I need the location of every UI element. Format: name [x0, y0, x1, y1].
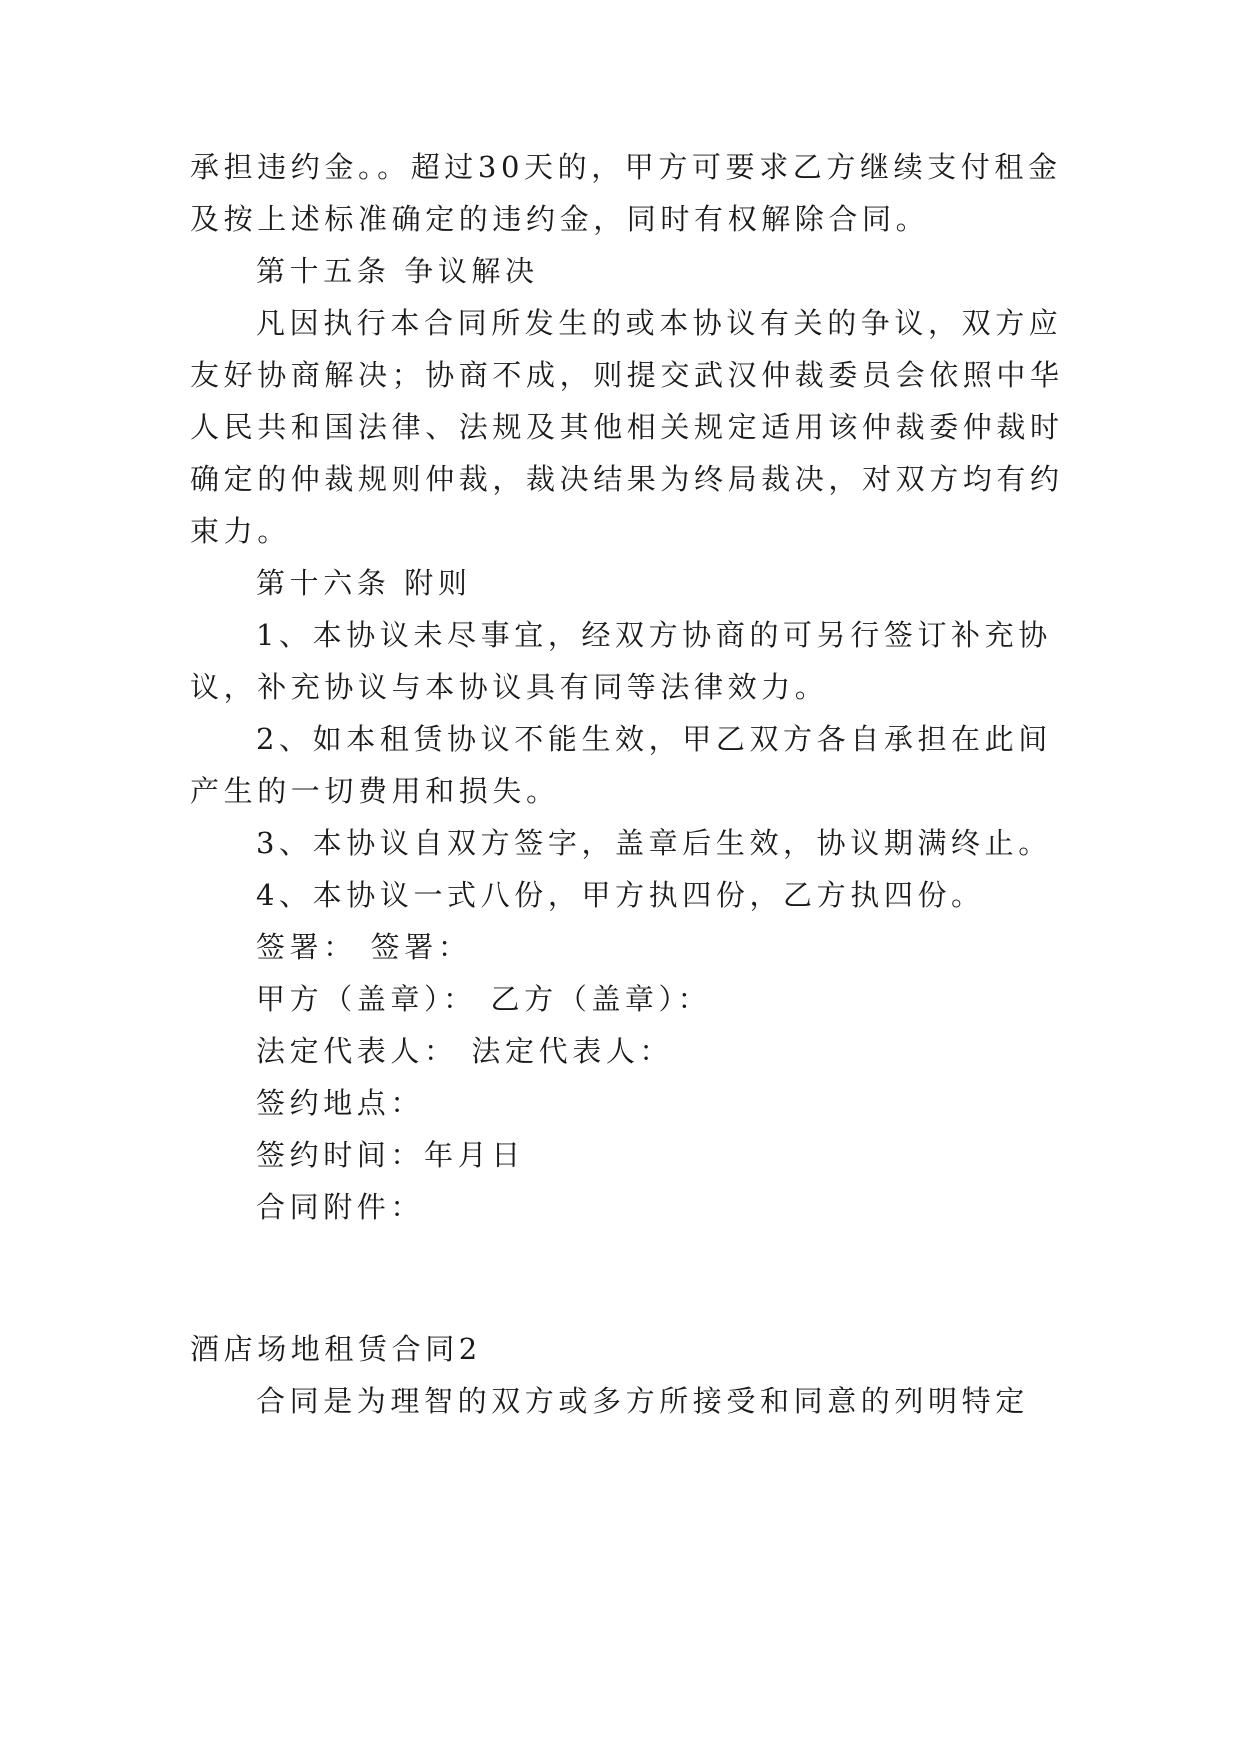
body-text-line: 1、本协议未尽事宜，经双方协商的可另行签订补充协	[256, 618, 1052, 652]
body-text-line: 凡因执行本合同所发生的或本协议有关的争议，双方应	[256, 306, 1063, 340]
body-text-line: 及按上述标准确定的违约金，同时有权解除合同。	[190, 202, 930, 236]
signature-line: 合同附件：	[256, 1190, 425, 1224]
signature-line: 签约地点：	[256, 1086, 425, 1120]
body-text-line: 束力。	[190, 514, 291, 548]
body-text-line: 人民共和国法律、法规及其他相关规定适用该仲裁委仲裁时	[190, 410, 1064, 444]
section-heading: 第十五条 争议解决	[256, 254, 539, 288]
signature-line: 法定代表人： 法定代表人：	[256, 1034, 674, 1068]
body-text-line: 4、本协议一式八份，甲方执四份，乙方执四份。	[256, 878, 985, 912]
body-text-line: 确定的仲裁规则仲裁，裁决结果为终局裁决，对双方均有约	[190, 462, 1064, 496]
body-text-line: 3、本协议自双方签字，盖章后生效，协议期满终止。	[256, 826, 1052, 860]
document-title: 酒店场地租赁合同2	[190, 1332, 482, 1366]
body-text-line: 产生的一切费用和损失。	[190, 774, 560, 808]
signature-line: 签约时间：年月日	[256, 1138, 525, 1172]
body-text-line: 友好协商解决；协商不成，则提交武汉仲裁委员会依照中华	[190, 358, 1064, 392]
body-text-line: 议，补充协议与本协议具有同等法律效力。	[190, 670, 829, 704]
body-text-line: 2、如本租赁协议不能生效，甲乙双方各自承担在此间	[256, 722, 1052, 756]
signature-line: 签署： 签署：	[256, 930, 472, 964]
section-heading: 第十六条 附则	[256, 566, 472, 600]
signature-line: 甲方（盖章）： 乙方（盖章）：	[256, 982, 712, 1016]
body-text-line: 承担违约金。。超过30天的，甲方可要求乙方继续支付租金	[190, 150, 1062, 184]
body-text-line: 合同是为理智的双方或多方所接受和同意的列明特定	[256, 1384, 1029, 1418]
